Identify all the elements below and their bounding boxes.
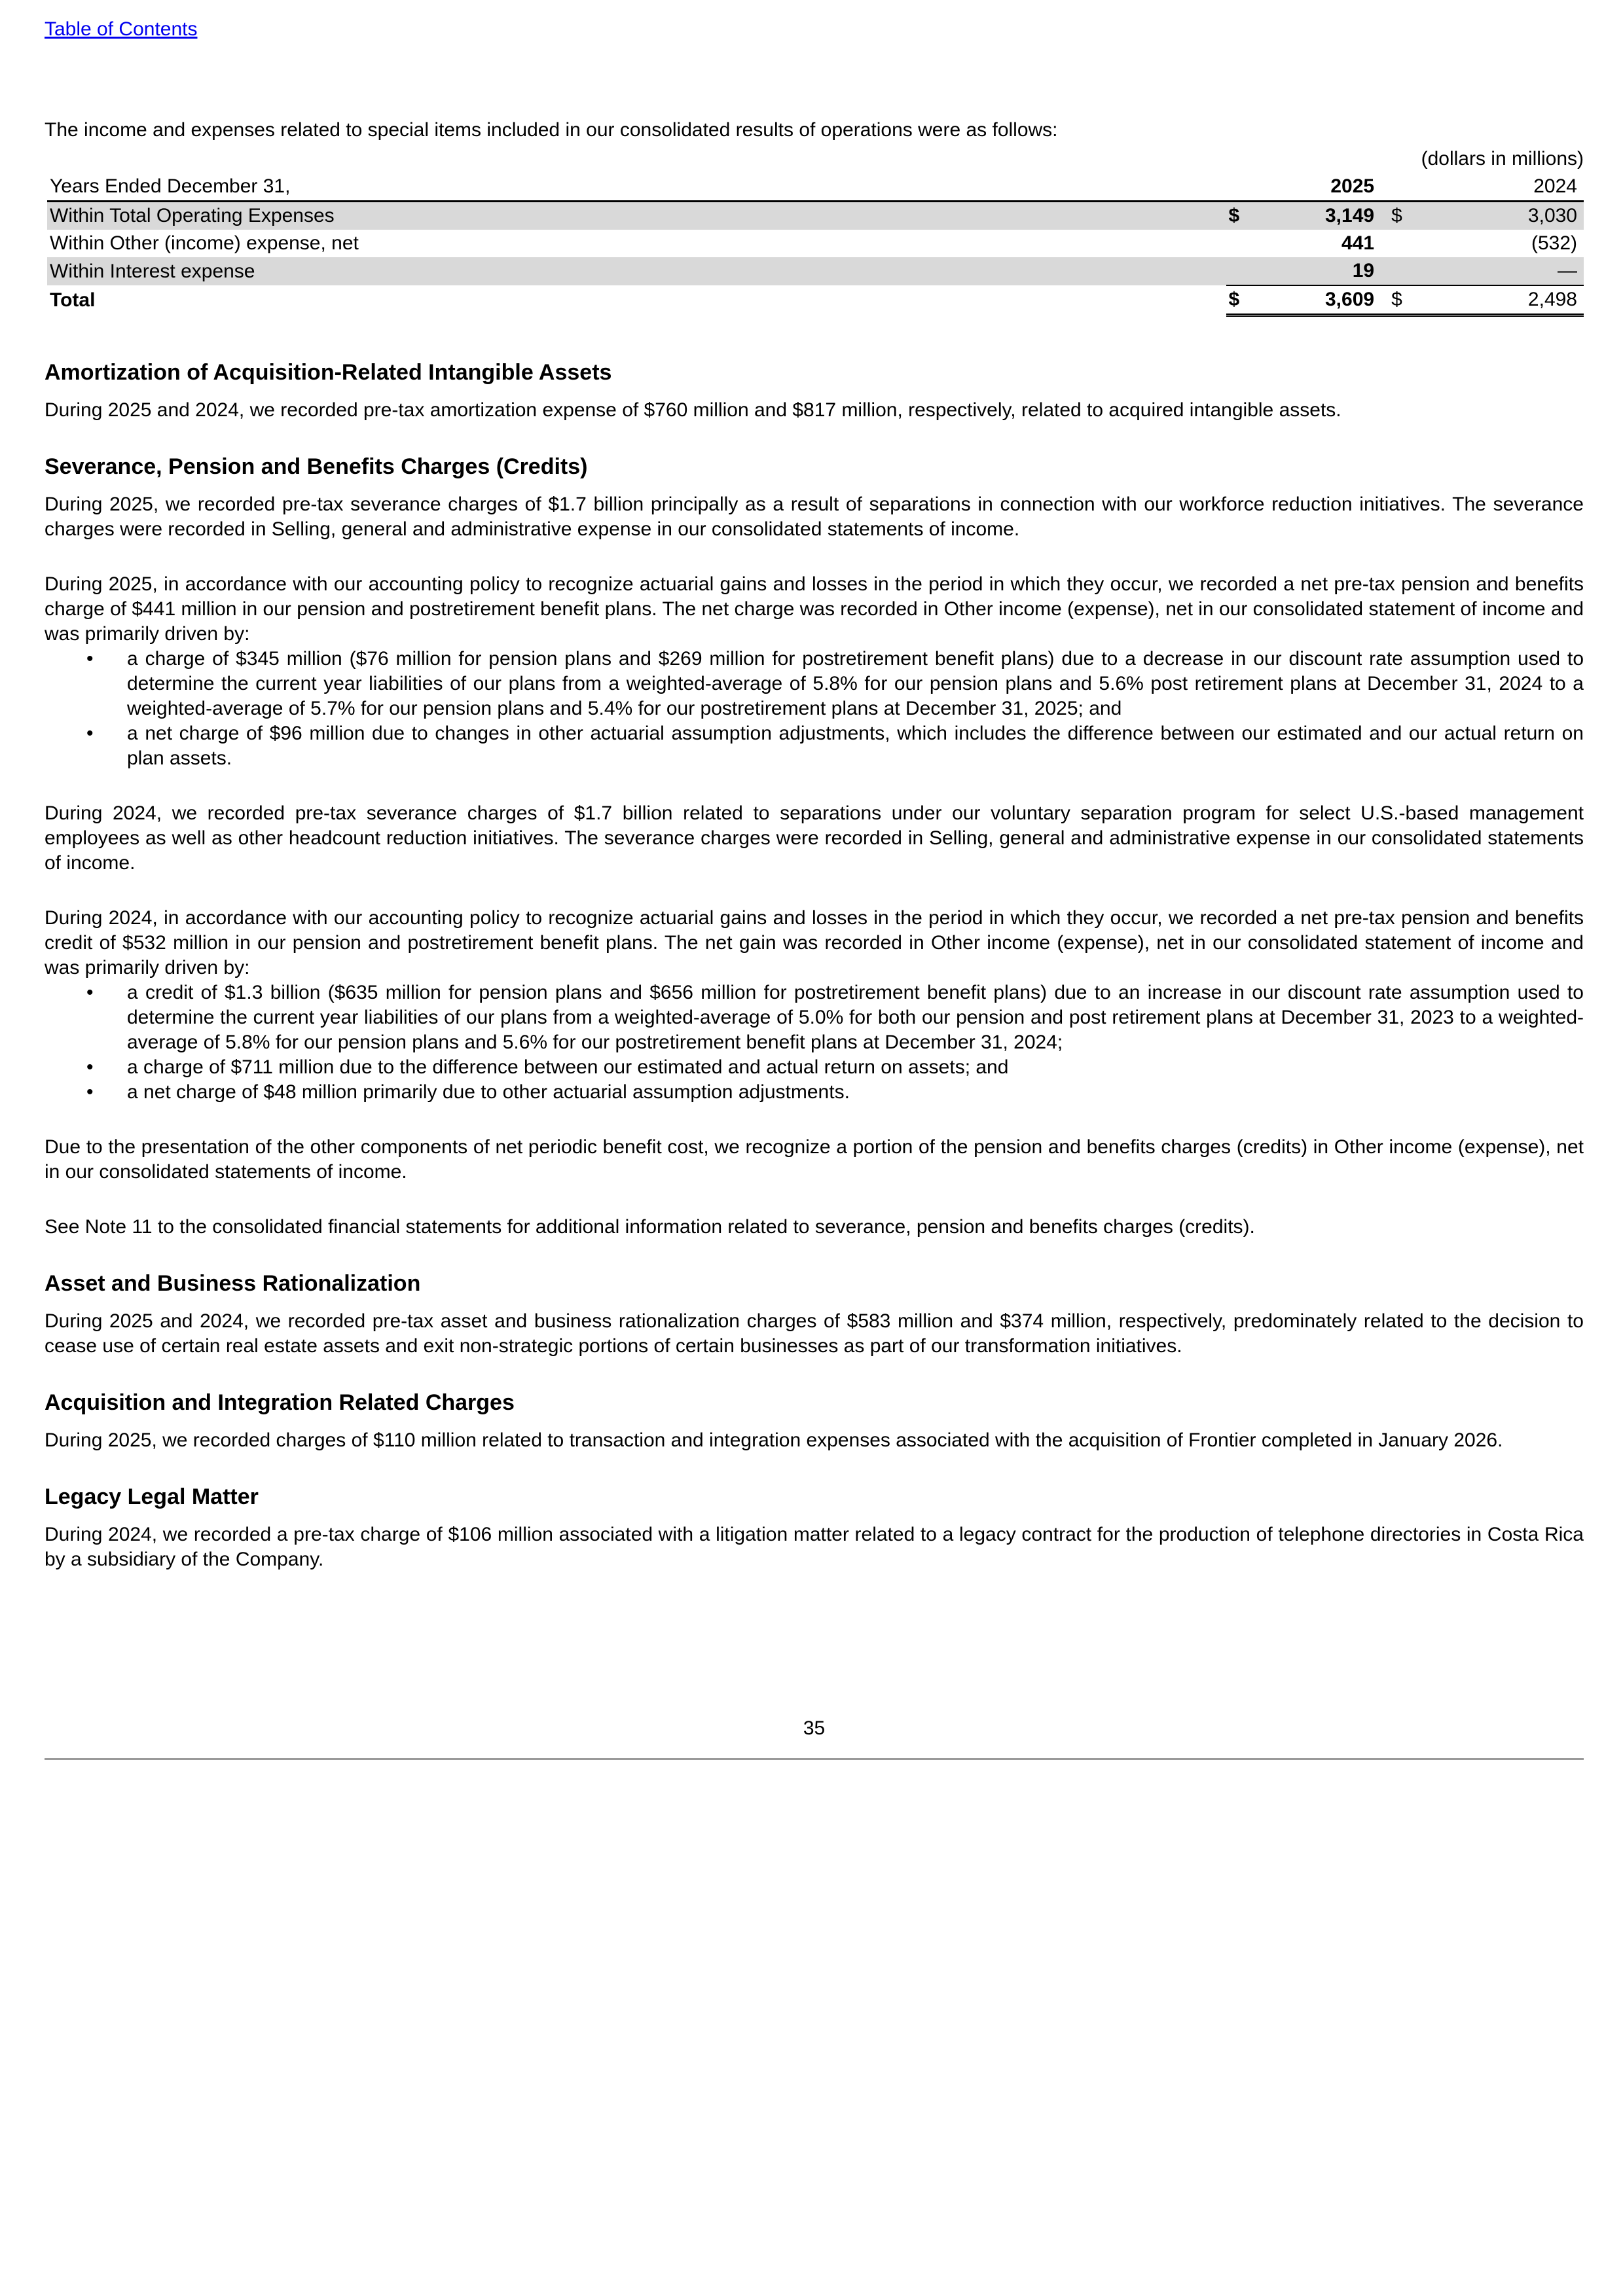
header-label: Years Ended December 31, [47,173,1226,202]
list-item [45,980,1584,1055]
table-row [47,257,1584,285]
table-total-row [47,285,1584,315]
list-item [45,1080,1584,1105]
footer-divider [45,1758,1584,1760]
table-of-contents-link[interactable]: Table of Contents [45,18,198,40]
value-2025: 19 [1251,257,1382,285]
table-header-row [47,173,1584,202]
list-item-text: a net charge of $48 million primarily due to other actuarial assumption adjustments. [127,1081,850,1103]
paragraph: During 2024, in accordance with our accounting policy to recognize actuarial gains and losses in the period in which they occur, we recorded a net pre-tax pension and benefits credit of $532 million in our pension and postretirement benefit plans. The net gain was recorded in Other income (expense), net in our consolidated statement of income and was primarily driven by: [45,907,1584,978]
row-label: Within Interest expense [47,257,1226,285]
list-item-text: a charge of $711 million due to the difference between our estimated and actual return on assets; and [127,1056,1009,1078]
body-content [45,359,1584,1602]
section-heading-legal: Legacy Legal Matter [45,1484,259,1509]
page-number: 35 [803,1717,826,1739]
bullet-list [45,647,1584,771]
section-heading-asset-rationalization: Asset and Business Rationalization [45,1271,421,1296]
special-items-table [47,173,1584,317]
bullet-icon: • [86,648,94,670]
list-item-text: a credit of $1.3 billion ($635 million for pension plans and $656 million for postretirement benefit plans) due to an increase in our discount rate assumption used to determine the current year liabilities of our plans from a weighted-average of 5.0% for both our pension and post retirement plans at December 31, 2023 to a weighted-average of 5.8% for our pension plans and 5.6% for our postretirement benefit plans at December 31, 2024; [127,982,1584,1053]
currency-symbol [1382,257,1421,285]
section-heading-severance: Severance, Pension and Benefits Charges (Credits) [45,454,588,479]
paragraph: During 2025, in accordance with our accounting policy to recognize actuarial gains and losses in the period in which they occur, we recorded a net pre-tax pension and benefits charge of $441 million in our pension and postretirement benefit plans. The net charge was recorded in Other income (expense), net in our consolidated statement of income and was primarily driven by: [45,573,1584,645]
currency-symbol [1226,230,1252,257]
currency-symbol: $ [1382,285,1421,315]
list-item [45,721,1584,771]
table-row [47,202,1584,230]
paragraph: During 2025, we recorded pre-tax severance charges of $1.7 billion principally as a result of separations in connection with our workforce reduction initiatives. The severance charges were recorded in Selling, general and administrative expense in our consolidated statements of income. [45,493,1584,540]
value-2024: (532) [1531,232,1577,254]
list-item-text: a charge of $345 million ($76 million for pension plans and $269 million for postretirement benefit plans) due to a decrease in our discount rate assumption used to determine the current year liabilities of our plans from a weighted-average of 5.8% for our pension plans and 5.6% post retirement plans at December 31, 2024 to a weighted-average of 5.7% for our pension plans and 5.4% for our postretirement plans at December 31, 2025; and [127,648,1584,719]
section-heading-amortization: Amortization of Acquisition-Related Intangible Assets [45,360,612,385]
currency-symbol [1382,230,1421,257]
paragraph: During 2024, we recorded pre-tax severance charges of $1.7 billion related to separations under our voluntary separation program for select U.S.-based management employees as well as other headcount reduction initiatives. The severance charges were recorded in Selling, general and administrative expense in our consolidated statements of income. [45,802,1584,874]
list-item [45,1055,1584,1080]
intro-text: The income and expenses related to special items included in our consolidated results of operations were as follows: [45,119,1058,141]
list-item [45,647,1584,721]
value-2025: 3,149 [1251,202,1382,230]
bullet-icon: • [86,723,94,744]
value-2025: 441 [1341,232,1375,254]
list-item-text: a net charge of $96 million due to changes in other actuarial assumption adjustments, which includes the difference between our estimated and our actual return on plan assets. [127,723,1584,769]
paragraph: During 2025, we recorded charges of $110 million related to transaction and integration expenses associated with the acquisition of Frontier completed in January 2026. [45,1429,1503,1451]
total-label: Total [50,289,96,311]
header-year-2025: 2025 [1251,173,1382,202]
paragraph: During 2025 and 2024, we recorded pre-tax asset and business rationalization charges of $583 million and $374 million, respectively, predominately related to the decision to cease use of certain real estate assets and exit non-strategic portions of certain businesses as part of our transformation initiatives. [45,1310,1584,1357]
row-label: Within Other (income) expense, net [50,232,359,254]
total-2024: 2,498 [1421,285,1584,315]
currency-symbol: $ [1226,285,1252,315]
total-2025: 3,609 [1251,285,1382,315]
value-2024: 3,030 [1421,202,1584,230]
currency-symbol: $ [1382,202,1421,230]
paragraph: See Note 11 to the consolidated financial statements for additional information related to severance, pension and benefits charges (credits). [45,1216,1255,1238]
bullet-list [45,980,1584,1105]
bullet-icon: • [86,1056,94,1078]
bullet-icon: • [86,1081,94,1103]
value-2024: — [1421,257,1584,285]
currency-symbol [1226,257,1252,285]
row-label: Within Total Operating Expenses [47,202,1226,230]
paragraph: Due to the presentation of the other components of net periodic benefit cost, we recognize a portion of the pension and benefits charges (credits) in Other income (expense), net in our consolidated statements of income. [45,1136,1584,1183]
header-year-2024: 2024 [1421,173,1584,202]
units-label: (dollars in millions) [1421,148,1584,170]
table-row [47,230,1584,257]
paragraph: During 2025 and 2024, we recorded pre-tax amortization expense of $760 million and $817 million, respectively, related to acquired intangible assets. [45,399,1341,421]
bullet-icon: • [86,982,94,1003]
paragraph: During 2024, we recorded a pre-tax charge of $106 million associated with a litigation matter related to a legacy contract for the production of telephone directories in Costa Rica by a subsidiary of the Company. [45,1524,1584,1570]
currency-symbol: $ [1226,202,1252,230]
section-heading-acquisition: Acquisition and Integration Related Charges [45,1390,515,1415]
